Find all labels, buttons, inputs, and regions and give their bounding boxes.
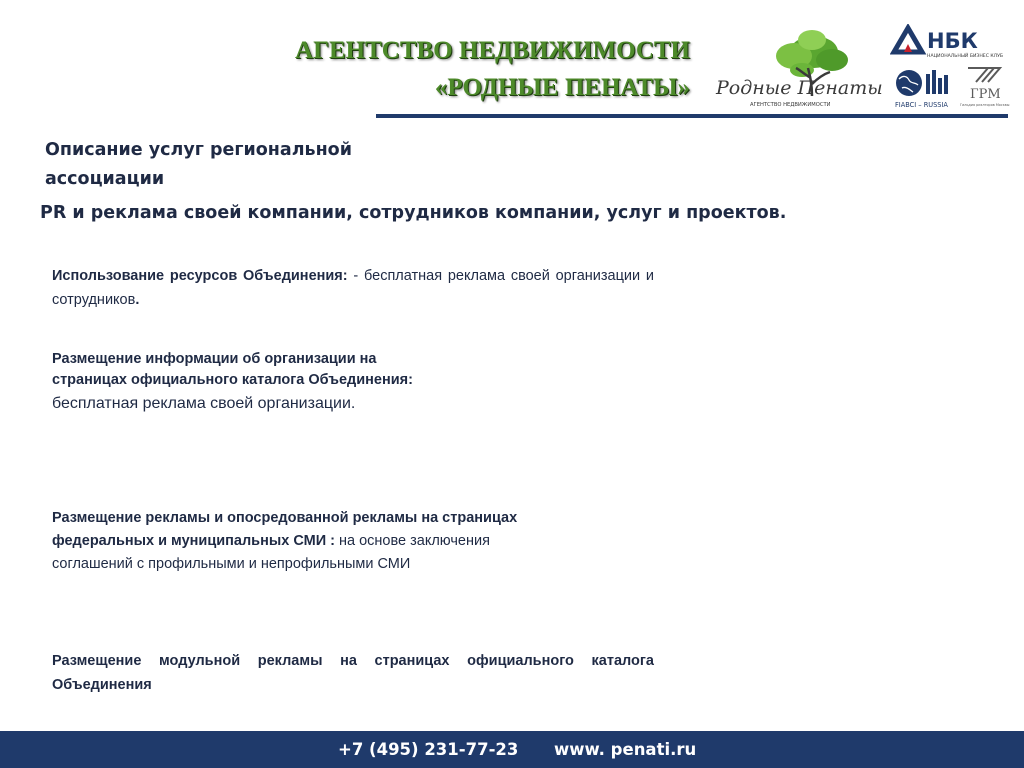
- fiabci-text: FIABCI – RUSSIA: [895, 101, 948, 109]
- block3-text-line1: на основе заключения: [334, 533, 490, 549]
- footer-bar: [0, 731, 1024, 768]
- footer-website-link[interactable]: www. penati.ru: [554, 740, 697, 759]
- footer-phone: +7 (495) 231-77-23: [338, 740, 519, 759]
- globe-icon: [896, 70, 948, 96]
- service-block-resources: [52, 264, 654, 312]
- block3-text-line2: соглашений с профильными и непрофильными СМИ: [52, 556, 411, 572]
- heading-line3: PR и реклама своей компании, сотрудников компании, услуг и проектов.: [40, 203, 787, 223]
- header-divider: [376, 114, 1008, 118]
- nbk-caption: НАЦИОНАЛЬНЫЙ БИЗНЕС КЛУБ: [927, 54, 1004, 59]
- nbk-triangle-icon: [894, 28, 922, 52]
- service-block-modular-ads: [52, 649, 654, 697]
- service-block-media-ads: [52, 507, 654, 576]
- nbk-text: НБК: [927, 29, 978, 53]
- grm-caption: Гильдия риэлторов Москвы: [960, 103, 1010, 107]
- grm-text: ГРМ: [970, 87, 1001, 102]
- block2-text: бесплатная реклама своей организации.: [52, 395, 356, 412]
- rodnye-penaty-logo: [712, 26, 892, 110]
- logo-caption: АГЕНТСТВО НЕДВИЖИМОСТИ: [750, 102, 831, 108]
- block1-bold: Использование ресурсов Объединения:: [52, 268, 348, 284]
- block3-bold-line1: Размещение рекламы и опосредованной рекламы на страницах: [52, 510, 518, 526]
- heading-line1: Описание услуг региональной: [45, 140, 352, 160]
- section-heading: [45, 136, 352, 194]
- agency-title-line2: «РОДНЫЕ ПЕНАТЫ»: [434, 74, 690, 101]
- block1-text: - бесплатная реклама своей организации и сотрудников: [52, 268, 654, 308]
- heading-line2: ассоциации: [45, 169, 165, 189]
- service-block-catalog-info: [52, 349, 654, 416]
- block4-bold: Размещение модульной рекламы на страницах официального каталога Объединения: [52, 653, 654, 693]
- agency-title-line1: АГЕНТСТВО НЕДВИЖИМОСТИ: [295, 37, 690, 64]
- block2-bold-line2: страницах официального каталога Объединения:: [52, 372, 413, 388]
- agency-title: [295, 32, 690, 106]
- fiabci-logo: [893, 66, 955, 110]
- block2-bold-line1: Размещение информации об организации на: [52, 351, 377, 367]
- logo-script-text: Родные Пенаты: [716, 77, 883, 99]
- grm-logo: [958, 64, 1010, 110]
- grm-chevrons-icon: [968, 68, 1000, 82]
- block1-end: .: [135, 292, 140, 308]
- nbk-logo: [890, 24, 1008, 60]
- block3-bold-line2: федеральных и муниципальных СМИ :: [52, 533, 335, 549]
